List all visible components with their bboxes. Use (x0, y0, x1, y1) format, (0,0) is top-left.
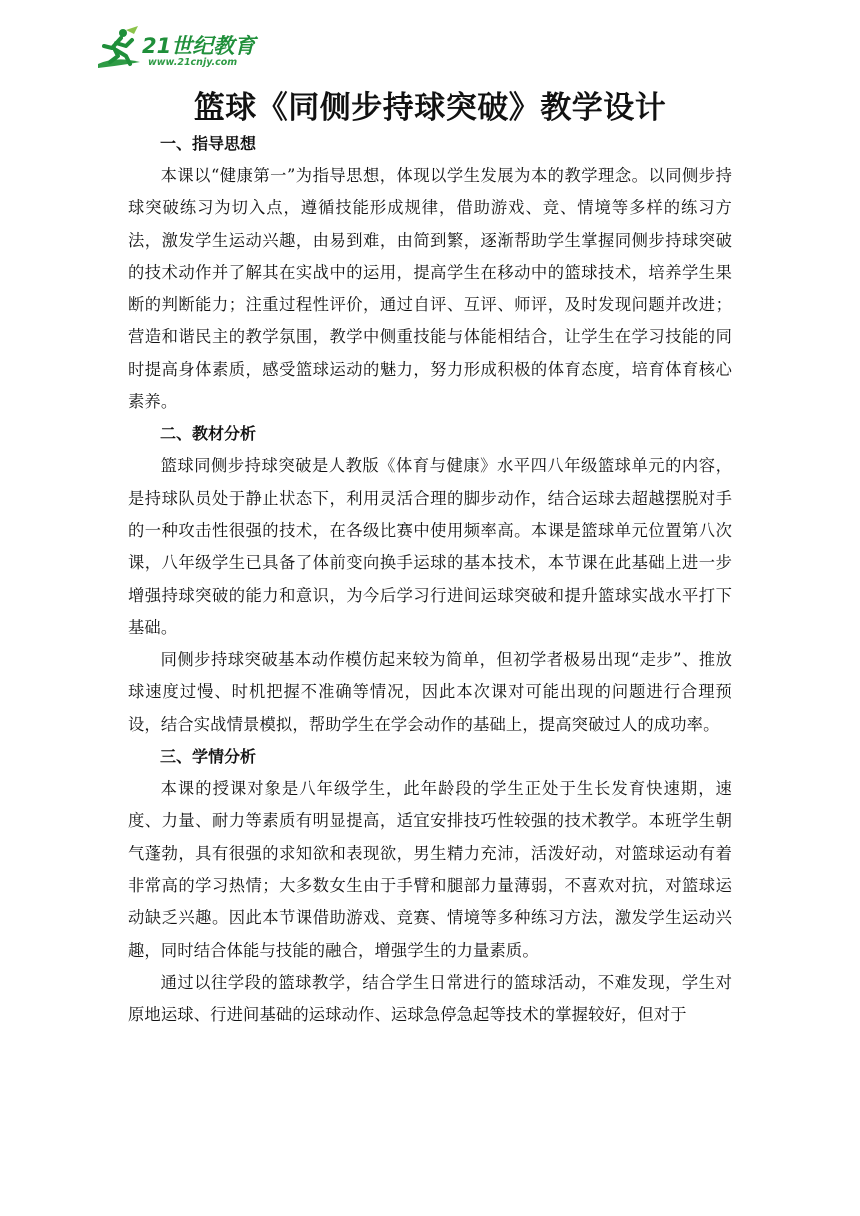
logo-url: www.21cnjy.com (148, 57, 238, 68)
section-paragraph: 本课以“健康第一”为指导思想，体现以学生发展为本的教学理念。以同侧步持球突破练习为切入点，遵循技能形成规律，借助游戏、竞、情境等多样的练习方法，激发学生运动兴趣，由易到难，由简到繁，逐渐帮助学生掌握同侧步持球突破的技术动作并了解其在实战中的运用，提高学生在移动中的篮球技术，培养学生果断的判断能力；注重过程性评价，通过自评、互评、师评，及时发现问题并改进；营造和谐民主的教学氛围，教学中侧重技能与体能相结合，让学生在学习技能的同时提高身体素质，感受篮球运动的魅力，努力形成积极的体育态度，培育体育核心素养。 (128, 166, 732, 412)
runner-logo-icon (96, 26, 144, 72)
section-paragraph: 同侧步持球突破基本动作模仿起来较为简单，但初学者极易出现“走步”、推放球速度过慢、时机把握不准确等情况，因此本次课对可能出现的问题进行合理预设，结合实战情景模拟，帮助学生在学会动作的基础上，提高突破过人的成功率。 (128, 650, 732, 734)
document-title: 篮球《同侧步持球突破》教学设计 (193, 90, 667, 126)
section-heading: 三、学情分析 (160, 747, 257, 767)
site-logo[interactable] (96, 26, 266, 74)
section-paragraph: 本课的授课对象是八年级学生，此年龄段的学生正处于生长发育快速期，速度、力量、耐力等素质有明显提高，适宜安排技巧性较强的技术教学。本班学生朝气蓬勃，具有很强的求知欲和表现欲，男生精力充沛，活泼好动，对篮球运动有着非常高的学习热情；大多数女生由于手臂和腿部力量薄弱，不喜欢对抗，对篮球运动缺乏兴趣。因此本节课借助游戏、竞赛、情境等多种练习方法，激发学生运动兴趣，同时结合体能与技能的融合，增强学生的力量素质。 (128, 779, 732, 960)
logo-name: 21世纪教育 (142, 34, 256, 58)
document-body (128, 128, 732, 1031)
section-paragraph: 通过以往学段的篮球教学，结合学生日常进行的篮球活动，不难发现，学生对原地运球、行进间基础的运球动作、运球急停急起等技术的掌握较好，但对于 (128, 972, 732, 1025)
section-heading: 一、指导思想 (160, 134, 257, 153)
section-heading: 二、教材分析 (160, 424, 257, 444)
section-paragraph: 篮球同侧步持球突破是人教版《体育与健康》水平四八年级篮球单元的内容，是持球队员处于静止状态下，利用灵活合理的脚步动作，结合运球去超越摆脱对手的一种攻击性很强的技术，在各级比赛中使用频率高。本课是篮球单元位置第八次课，八年级学生已具备了体前变向换手运球的基本技术，本节课在此基础上进一步增强持球突破的能力和意识，为今后学习行进间运球突破和提升篮球实战水平打下基础。 (128, 456, 732, 637)
